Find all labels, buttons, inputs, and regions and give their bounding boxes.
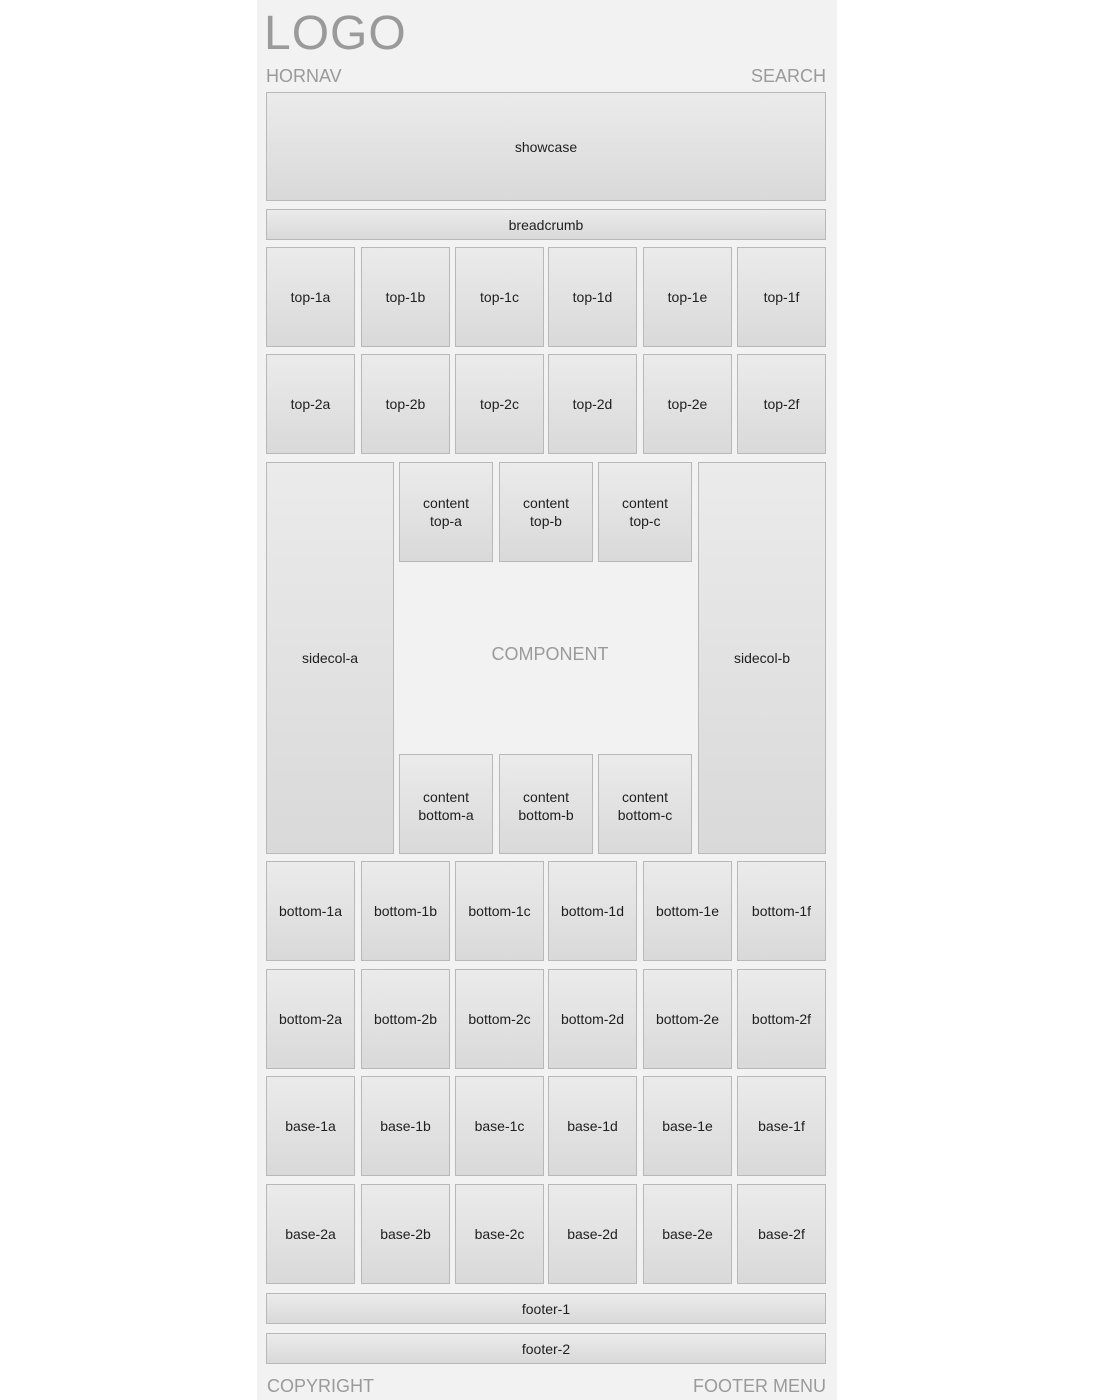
search-label: SEARCH	[750, 66, 826, 86]
copyright-label: COPYRIGHT	[267, 1376, 375, 1396]
top-1f-block: top-1f	[737, 247, 826, 347]
bottom-2e-block: bottom-2e	[643, 969, 732, 1069]
component-label: COMPONENT	[491, 644, 609, 664]
base-2e-block: base-2e	[643, 1184, 732, 1284]
base-2f-block: base-2f	[737, 1184, 826, 1284]
content-bottom-c-block: content bottom-c	[598, 754, 692, 854]
bottom-2f-block: bottom-2f	[737, 969, 826, 1069]
showcase-block: showcase	[266, 92, 826, 201]
top-2d-block: top-2d	[548, 354, 637, 454]
bottom-1f-block: bottom-1f	[737, 861, 826, 961]
sidecol-a-block: sidecol-a	[266, 462, 394, 854]
bottom-2c-block: bottom-2c	[455, 969, 544, 1069]
top-2c-block: top-2c	[455, 354, 544, 454]
top-1c-block: top-1c	[455, 247, 544, 347]
top-1b-block: top-1b	[361, 247, 450, 347]
base-2d-block: base-2d	[548, 1184, 637, 1284]
base-1c-block: base-1c	[455, 1076, 544, 1176]
top-2f-block: top-2f	[737, 354, 826, 454]
bottom-1d-block: bottom-1d	[548, 861, 637, 961]
bottom-1e-block: bottom-1e	[643, 861, 732, 961]
content-top-c-block: content top-c	[598, 462, 692, 562]
base-2b-block: base-2b	[361, 1184, 450, 1284]
base-1b-block: base-1b	[361, 1076, 450, 1176]
sidecol-b-block: sidecol-b	[698, 462, 826, 854]
content-top-a-block: content top-a	[399, 462, 493, 562]
bottom-2a-block: bottom-2a	[266, 969, 355, 1069]
top-2e-block: top-2e	[643, 354, 732, 454]
base-2c-block: base-2c	[455, 1184, 544, 1284]
breadcrumb-block: breadcrumb	[266, 209, 826, 240]
bottom-1c-block: bottom-1c	[455, 861, 544, 961]
content-bottom-a-block: content bottom-a	[399, 754, 493, 854]
top-1e-block: top-1e	[643, 247, 732, 347]
base-1a-block: base-1a	[266, 1076, 355, 1176]
top-1a-block: top-1a	[266, 247, 355, 347]
bottom-2d-block: bottom-2d	[548, 969, 637, 1069]
base-1f-block: base-1f	[737, 1076, 826, 1176]
bottom-1a-block: bottom-1a	[266, 861, 355, 961]
bottom-1b-block: bottom-1b	[361, 861, 450, 961]
logo: LOGO	[264, 7, 407, 60]
content-bottom-b-block: content bottom-b	[499, 754, 593, 854]
top-1d-block: top-1d	[548, 247, 637, 347]
footer-2-block: footer-2	[266, 1333, 826, 1364]
base-2a-block: base-2a	[266, 1184, 355, 1284]
footer-1-block: footer-1	[266, 1293, 826, 1324]
top-2b-block: top-2b	[361, 354, 450, 454]
base-1e-block: base-1e	[643, 1076, 732, 1176]
base-1d-block: base-1d	[548, 1076, 637, 1176]
hornav-label: HORNAV	[266, 66, 342, 86]
bottom-2b-block: bottom-2b	[361, 969, 450, 1069]
top-2a-block: top-2a	[266, 354, 355, 454]
footer-menu-label: FOOTER MENU	[693, 1376, 826, 1396]
content-top-b-block: content top-b	[499, 462, 593, 562]
